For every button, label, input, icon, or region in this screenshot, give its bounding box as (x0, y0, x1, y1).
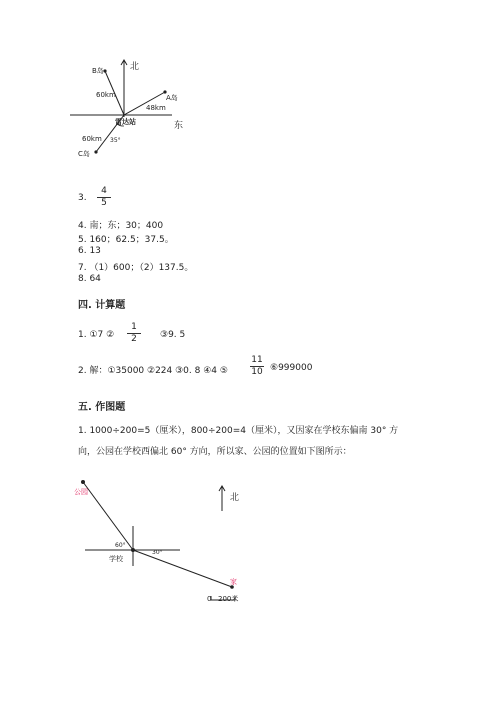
angle-60-label: 60° (115, 542, 126, 549)
school-label: 学校 (109, 555, 123, 563)
answer-4: 4. 南；东；30；400 (78, 221, 164, 231)
angle-label: 35° (110, 137, 121, 144)
dist-c-label: 60km (82, 135, 102, 143)
answer-3-denominator: 5 (101, 198, 107, 208)
scale-length-label: 200米 (218, 595, 239, 603)
answer-6: 6. 13 (78, 246, 101, 256)
answer-7: 7. （1）600；（2）137.5。 (78, 263, 194, 273)
drawing-answer-line-1: 1. 1000÷200=5（厘米），800÷200=4（厘米），又因家在学校东偏南 30° 方 (78, 426, 399, 436)
section-5-title: 五. 作图题 (78, 402, 126, 413)
north-label-2: 北 (230, 493, 240, 503)
island-b-label: B岛 (92, 67, 104, 75)
school-point (131, 548, 135, 552)
answer-3-prefix: 3. (78, 193, 87, 203)
dist-b-label: 60km (96, 91, 116, 99)
line-to-home (133, 550, 232, 587)
calc-1-suffix: ③9. 5 (160, 330, 186, 340)
calc-2-suffix: ⑥999000 (270, 363, 313, 373)
island-c-point (94, 150, 97, 153)
calc-2-fraction (250, 355, 264, 378)
calc-2-numerator: 11 (251, 355, 263, 365)
line-to-park (83, 482, 133, 550)
island-b-point (103, 69, 106, 72)
answer-3-numerator: 4 (97, 186, 111, 198)
east-label: 东 (174, 121, 184, 131)
calc-2-denominator: 10 (251, 367, 263, 377)
angle-30-label: 30° (152, 549, 163, 556)
section-4-title: 四. 计算题 (78, 300, 126, 311)
calc-1-prefix: 1. ①7 ② (78, 330, 115, 340)
park-label: 公园 (74, 488, 88, 496)
calc-2-prefix: 2. 解：①35000 ②224 ③0. 8 ④4 ⑤ (78, 366, 228, 376)
island-c-label: C岛 (78, 150, 90, 158)
calc-1-denominator: 2 (131, 334, 137, 344)
calc-1-fraction (127, 322, 141, 345)
island-a-label: A岛 (166, 94, 178, 102)
answer-8: 8. 64 (78, 274, 101, 284)
home-label: 家 (230, 578, 237, 586)
location-diagram (70, 478, 270, 613)
answer-3-fraction (97, 186, 111, 209)
calc-1-numerator: 1 (127, 322, 141, 334)
station-label: 雷达站 (115, 118, 136, 126)
answer-5: 5. 160；62.5；37.5。 (78, 235, 174, 245)
scale-zero-label: 0 (207, 595, 212, 603)
north-label: 北 (130, 62, 140, 72)
dist-a-label: 48km (146, 104, 166, 112)
radar-diagram (70, 55, 200, 165)
park-point (81, 480, 85, 484)
drawing-answer-line-2: 向，公园在学校西偏北 60° 方向，所以家、公园的位置如下图所示： (78, 447, 352, 457)
